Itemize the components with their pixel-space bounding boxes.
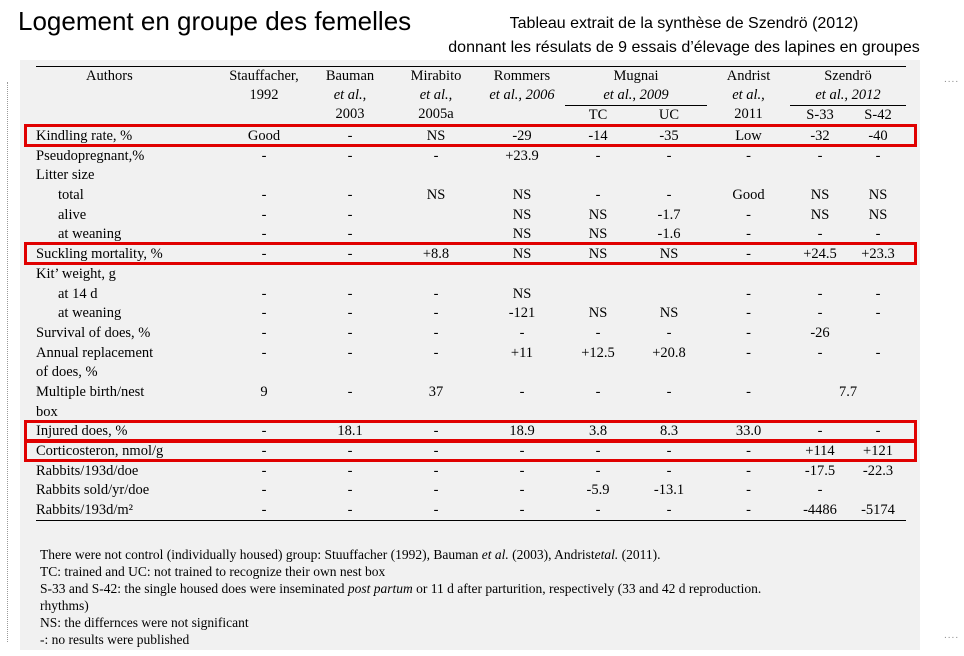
header-szendro: Szendrö et al., 2012 (790, 67, 906, 106)
table-row: at 14 d - - - NS - - - (58, 285, 881, 302)
table-row: of does, % (36, 364, 98, 381)
header-mugnai-tc: TC (565, 106, 631, 126)
header-mugnai-uc: UC (631, 106, 707, 126)
table-note-dash: -: no results were published (40, 632, 190, 647)
table-row: at weaning - - NS NS -1.6 - - - (58, 226, 881, 243)
table-note-controls: There were not control (individually housed) group: Stuuffacher (1992), Bauman et al. (2003), Andristetal. (2011). (40, 547, 661, 562)
table-row: alive - - NS NS -1.7 - NS NS (58, 206, 888, 223)
merged-cell-szendro: 7.7 (838, 383, 858, 400)
highlight-kindling-rate (24, 124, 917, 147)
header-mugnai: Mugnai et al., 2009 (565, 67, 707, 106)
table-row: Litter size (36, 167, 95, 184)
dotted-guide-top-right: .... (944, 74, 960, 85)
header-rommers: Rommers et al., 2006 (479, 67, 565, 107)
header-bauman: Bauman et al., 2003 (307, 67, 393, 127)
table-row: at weaning - - - -121 NS NS - - - (58, 305, 881, 322)
table-row: Pseudopregnant,% - - - +23.9 - - - - - (36, 147, 881, 164)
table-note-s33-s42: S-33 and S-42: the single housed does were inseminated post partum or 11 d after parturition, respectively (33 and 42 d reproduction. (40, 581, 762, 596)
table-row: box (36, 403, 58, 420)
header-szendro-s42: S-42 (850, 106, 906, 126)
slide-title: Logement en groupe des femelles (18, 6, 412, 36)
header-andrist: Andrist et al., 2011 (707, 67, 790, 127)
table-row: Rabbits/193d/m² - - - - - - - -4486 -5174 (36, 501, 906, 521)
table-row: Rabbits/193d/doe - - - - - - - -17.5 -22.3 (36, 462, 894, 479)
highlight-corticosteron (24, 439, 917, 462)
header-szendro-s33: S-33 (790, 106, 850, 126)
table-row: Multiple birth/nest 9 - 37 - - - - 7.7 (36, 383, 906, 403)
table-row: total - - NS NS - - Good NS NS (58, 187, 888, 204)
table-row: Injured does, % - 18.1 - 18.9 3.8 8.3 33.0 - - (36, 423, 881, 440)
table-row: Survival of does, % - - - - - - - -26 (36, 324, 830, 341)
subtitle-line-2: donnant les résulats de 9 essais d’élevage des lapines en groupes (448, 39, 920, 56)
table-row: Corticosteron, nmol/g - - - - - - - +114 +121 (36, 443, 893, 460)
table-row: Rabbits sold/yr/doe - - - - -5.9 -13.1 - - (36, 482, 823, 499)
table-row: Kit’ weight, g (36, 265, 116, 282)
highlight-suckling-mortality (24, 242, 917, 265)
header-stauffacher: Stauffacher, 1992 (221, 67, 307, 107)
table-row: Annual replacement - - - +11 +12.5 +20.8 - - - (36, 344, 881, 361)
table-note-ns: NS: the differnces were not significant (40, 615, 249, 630)
table-row: Kindling rate, % Good - NS -29 -14 -35 Low -32 -40 (36, 127, 888, 145)
slide-subtitle (414, 12, 954, 60)
header-authors: Authors (36, 67, 221, 107)
dotted-guide-bottom-right: .... (944, 630, 960, 641)
header-mirabito: Mirabito et al., 2005a (393, 67, 479, 127)
table-row: Suckling mortality, % - - +8.8 NS NS NS - +24.5 +23.3 (36, 246, 895, 263)
dotted-guide-left (7, 82, 8, 642)
table-note-tc-uc: TC: trained and UC: not trained to recognize their own nest box (40, 564, 386, 579)
subtitle-line-1: Tableau extrait de la synthèse de Szendrö (2012) (509, 15, 859, 32)
table-note-rhythms: rhythms) (40, 598, 89, 613)
